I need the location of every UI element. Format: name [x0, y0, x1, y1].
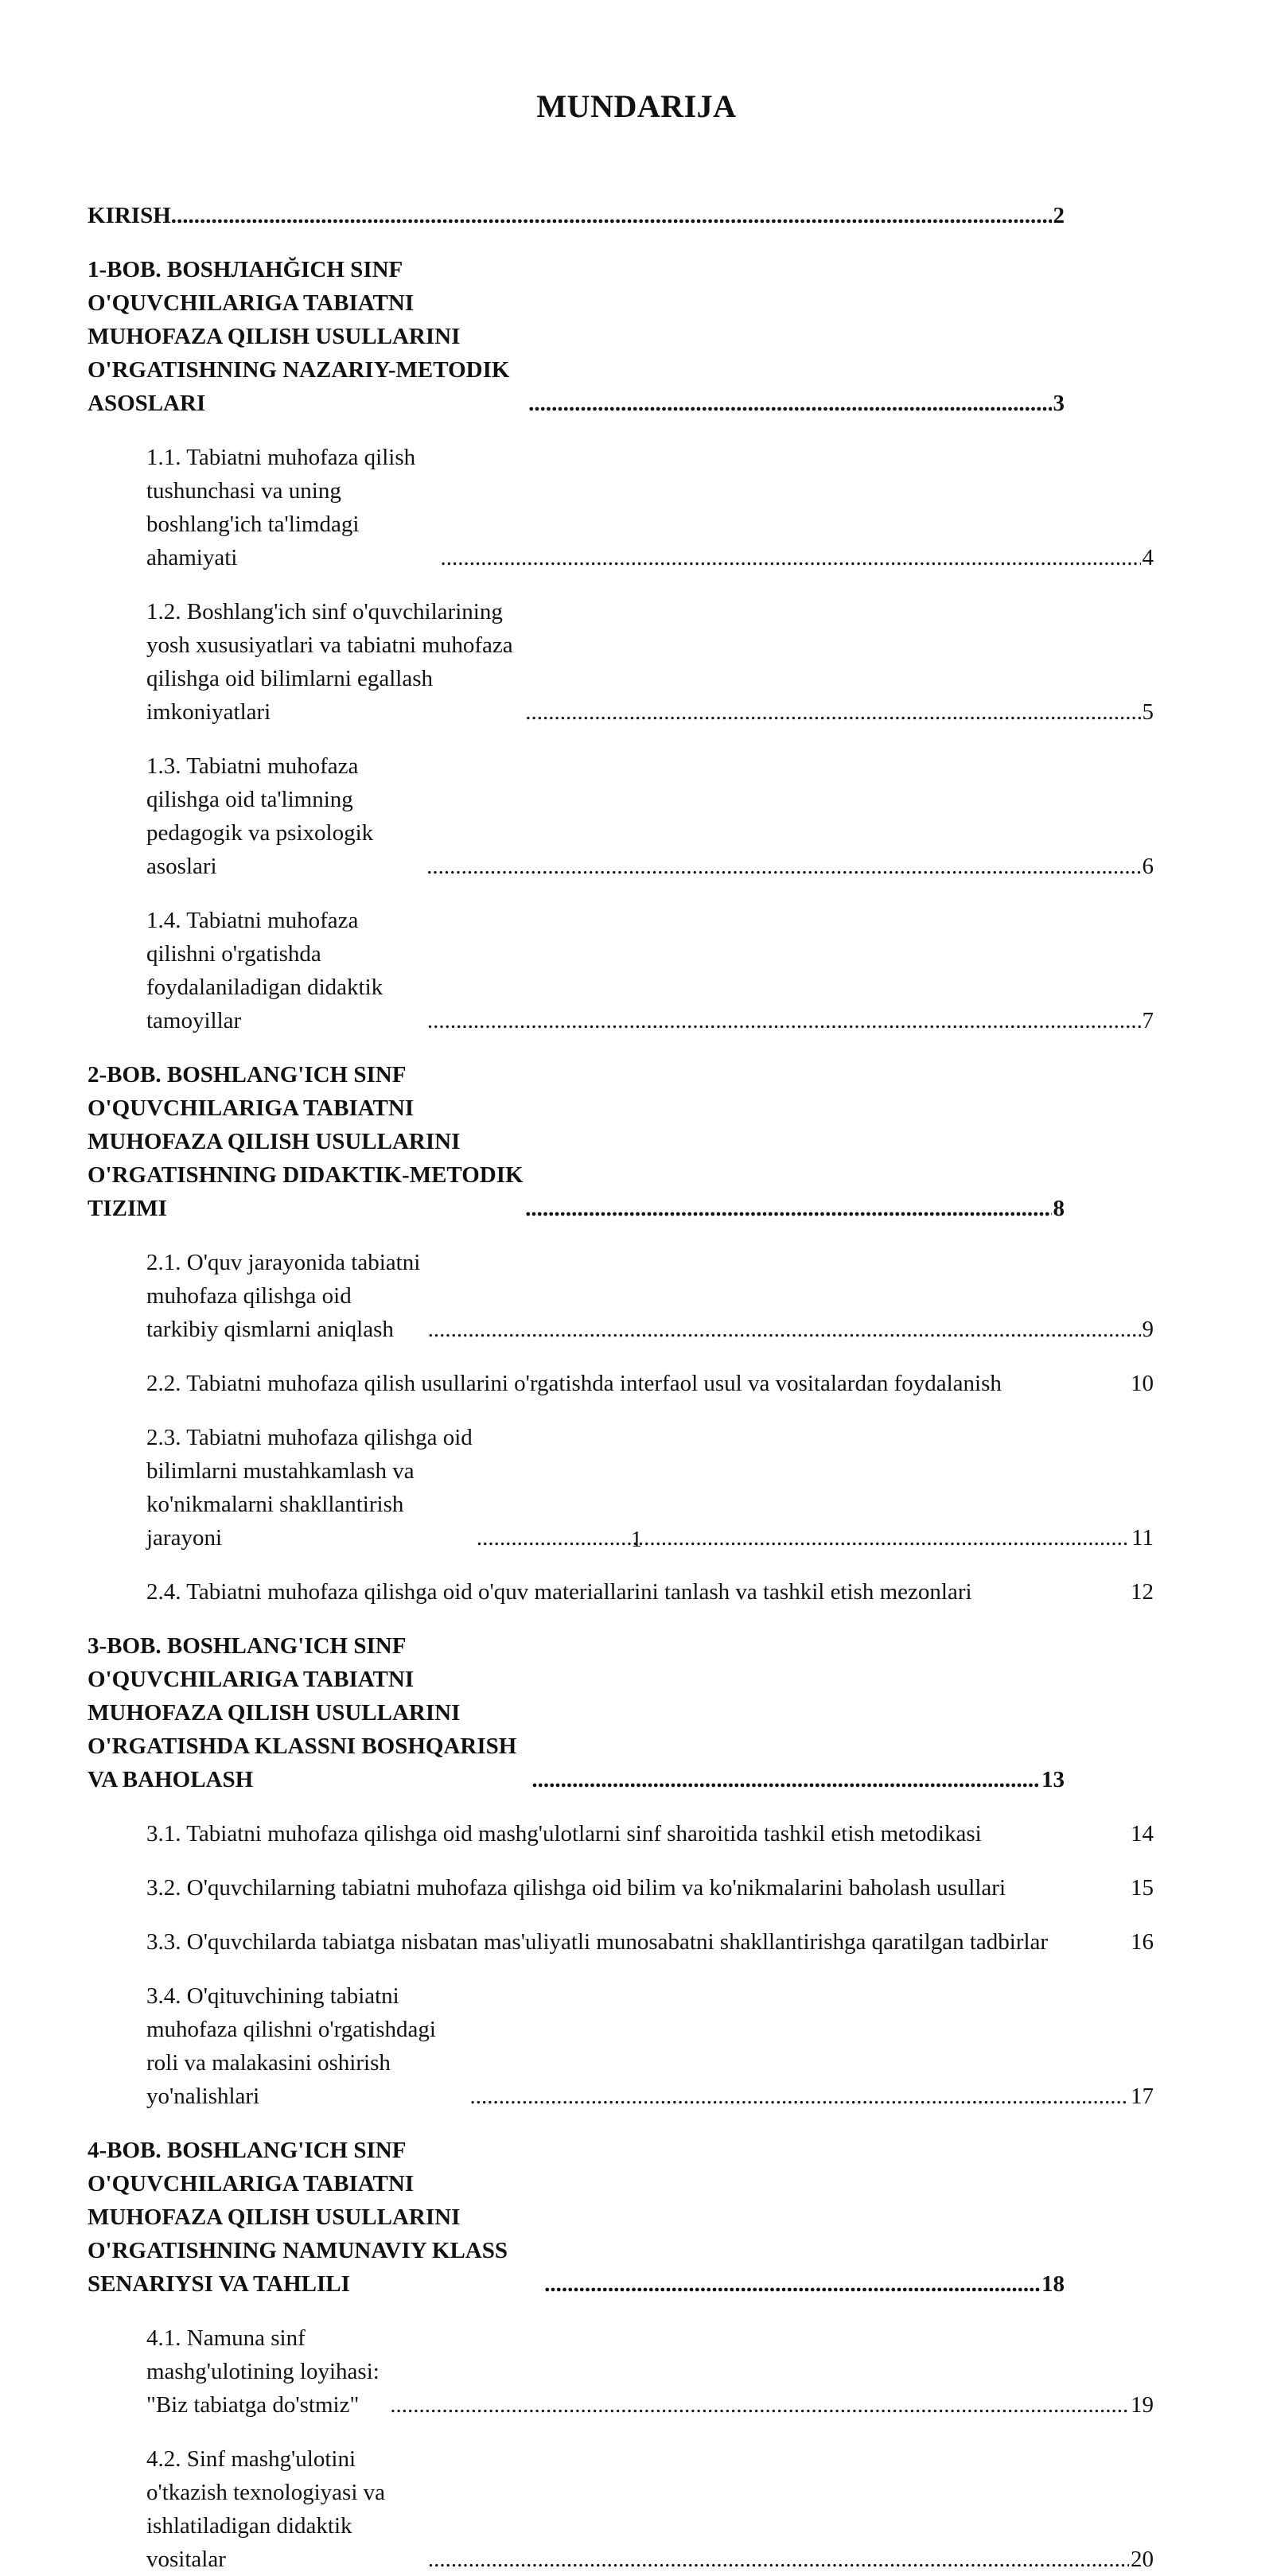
toc-dot-leader: [525, 695, 1140, 729]
table-of-contents: [88, 199, 1185, 2576]
toc-page-number: 20: [1131, 2547, 1154, 2572]
toc-page-number: 3: [1053, 391, 1065, 416]
toc-entry-title: 2.2. Tabiatni muhofaza qilish usullarini o'rgatishda interfaol usul va vositalardan foydalanish: [146, 1371, 1002, 1396]
toc-entry-title: 1.4. Tabiatni muhofaza qilishni o'rgatishda foydalaniladigan didaktik tamoyillar: [146, 908, 383, 1033]
toc-spacer: [88, 1346, 1185, 1367]
toc-entry-title: 3.1. Tabiatni muhofaza qilishga oid mashg'ulotlarni sinf sharoitida tashkil etish metodikasi: [146, 1821, 982, 1846]
toc-section-entry[interactable]: [88, 2442, 1154, 2576]
toc-dot-leader: [428, 1313, 1141, 1346]
toc-section-entry[interactable]: [88, 595, 1154, 729]
toc-section-entry[interactable]: [88, 1817, 1154, 1850]
toc-spacer: [88, 729, 1185, 749]
toc-dot-leader: [525, 1192, 1051, 1225]
toc-entry-title: 3.2. O'quvchilarning tabiatni muhofaza qilishga oid bilim va ko'nikmalarini baholash usullari: [146, 1875, 1006, 1901]
toc-dot-leader: [528, 387, 1051, 420]
toc-page-number: 13: [1041, 1767, 1065, 1792]
toc-page-number: 8: [1053, 1196, 1065, 1221]
toc-spacer: [88, 420, 1185, 441]
toc-page-number: 17: [1131, 2084, 1154, 2109]
toc-spacer: [88, 1959, 1185, 1979]
toc-entry-title: 2.3. Tabiatni muhofaza qilishga oid bilimlarni mustahkamlash va ko'nikmalarni shakllantirish jarayoni: [146, 1425, 473, 1551]
toc-dot-leader: [469, 2080, 1129, 2113]
toc-dot-leader: [390, 2388, 1129, 2422]
toc-spacer: [88, 574, 1185, 595]
toc-page-number: 10: [1131, 1371, 1154, 1396]
toc-entry-title: 2-BOB. BOSHLANG'ICH SINF O'QUVCHILARIGA TABIATNI MUHOFAZA QILISH USULLARINI O'RGATISHNING DIDAKTIK-METODIK TIZIMI: [88, 1062, 524, 1221]
toc-dot-leader: [544, 2267, 1040, 2301]
toc-entry-title: 2.4. Tabiatni muhofaza qilishga oid o'quv materiallarini tanlash va tashkil etish mezonlari: [146, 1579, 972, 1605]
toc-entry-title: 4-BOB. BOSHLANG'ICH SINF O'QUVCHILARIGA TABIATNI MUHOFAZA QILISH USULLARINI O'RGATISHNING NAMUNAVIY KLASS SENARIYSI VA TAHLILI: [88, 2138, 508, 2297]
toc-dot-leader: [531, 1763, 1040, 1796]
toc-dot-leader: [171, 199, 1052, 232]
page-number: 1: [631, 1527, 642, 1552]
toc-page-number: 5: [1142, 699, 1154, 725]
toc-spacer: [88, 2301, 1185, 2321]
toc-chapter-entry[interactable]: [88, 253, 1065, 420]
toc-page-number: 9: [1142, 1317, 1154, 1342]
toc-spacer: [88, 232, 1185, 253]
toc-spacer: [88, 1225, 1185, 1246]
toc-section-entry[interactable]: [88, 441, 1154, 574]
toc-page-number: 12: [1131, 1579, 1154, 1605]
toc-dot-leader: [441, 541, 1141, 574]
toc-spacer: [88, 1037, 1185, 1058]
toc-entry-title: 3.3. O'quvchilarda tabiatga nisbatan mas'uliyatli munosabatni shakllantirishga qaratilgan tadbirlar: [146, 1929, 1049, 1955]
toc-entry-title: KIRISH: [88, 203, 171, 228]
toc-entry-title: 3.4. O'qituvchining tabiatni muhofaza qilishni o'rgatishdagi roli va malakasini oshirish yo'nalishlari: [146, 1983, 436, 2109]
toc-spacer: [88, 1609, 1185, 1629]
toc-page-number: 18: [1041, 2271, 1065, 2297]
toc-section-entry[interactable]: [88, 1575, 1154, 1609]
toc-section-entry[interactable]: [88, 1871, 1154, 1905]
page-title: MUNDARIJA: [536, 88, 737, 124]
toc-dot-leader: [426, 850, 1140, 883]
toc-entry-title: 3-BOB. BOSHLANG'ICH SINF O'QUVCHILARIGA TABIATNI MUHOFAZA QILISH USULLARINI O'RGATISHDA KLASSNI BOSHQARISH VA BAHOLASH: [88, 1633, 517, 1792]
toc-chapter-entry[interactable]: [88, 2134, 1065, 2301]
toc-page-number: 2: [1053, 203, 1065, 228]
toc-spacer: [88, 2422, 1185, 2442]
toc-page-number: 19: [1131, 2392, 1154, 2418]
toc-chapter-entry[interactable]: [88, 1629, 1065, 1796]
toc-page-number: 14: [1131, 1821, 1154, 1846]
toc-section-entry[interactable]: [88, 1367, 1154, 1400]
toc-page-number: 4: [1142, 545, 1154, 570]
toc-spacer: [88, 1796, 1185, 1817]
toc-entry-title: 2.1. O'quv jarayonida tabiatni muhofaza qilishga oid tarkibiy qismlarni aniqlash: [146, 1250, 421, 1342]
toc-entry-title: 4.1. Namuna sinf mashg'ulotining loyihasi: "Biz tabiatga do'stmiz": [146, 2325, 380, 2418]
toc-spacer: [88, 2113, 1185, 2134]
toc-spacer: [88, 1555, 1185, 1575]
toc-section-entry[interactable]: [88, 904, 1154, 1037]
toc-section-entry[interactable]: [88, 1925, 1154, 1959]
toc-chapter-entry[interactable]: [88, 1058, 1065, 1225]
toc-spacer: [88, 1850, 1185, 1871]
toc-section-entry[interactable]: [88, 1979, 1154, 2113]
toc-section-entry[interactable]: [88, 749, 1154, 883]
toc-page-number: 6: [1142, 854, 1154, 879]
toc-page-number: 11: [1131, 1525, 1154, 1551]
toc-spacer: [88, 1400, 1185, 1421]
toc-section-entry[interactable]: [88, 1246, 1154, 1346]
toc-page-number: 16: [1131, 1929, 1154, 1955]
toc-dot-leader: [427, 1004, 1141, 1037]
toc-chapter-entry[interactable]: [88, 199, 1065, 232]
toc-dot-leader: [428, 2543, 1129, 2576]
toc-entry-title: 1.3. Tabiatni muhofaza qilishga oid ta'limning pedagogik va psixologik asoslari: [146, 753, 374, 879]
toc-entry-title: 1.1. Tabiatni muhofaza qilish tushunchasi va uning boshlang'ich ta'limdagi ahamiyati: [146, 445, 416, 570]
toc-page-number: 7: [1142, 1008, 1154, 1033]
toc-entry-title: 4.2. Sinf mashg'ulotini o'tkazish texnologiyasi va ishlatiladigan didaktik vositalar: [146, 2446, 385, 2572]
toc-section-entry[interactable]: [88, 2321, 1154, 2422]
toc-entry-title: 1-BOB. BOSHЛAHĞICH SINF O'QUVCHILARIGA TABIATNI MUHOFAZA QILISH USULLARINI O'RGATISHNING NAZARIY-METODIK ASOSLARI: [88, 257, 510, 416]
toc-spacer: [88, 1905, 1185, 1925]
toc-entry-title: 1.2. Boshlang'ich sinf o'quvchilarining yosh xususiyatlari va tabiatni muhofaza qilishga oid bilimlarni egallash imkoniyatlari: [146, 599, 513, 725]
toc-page-number: 15: [1131, 1875, 1154, 1901]
toc-spacer: [88, 883, 1185, 904]
